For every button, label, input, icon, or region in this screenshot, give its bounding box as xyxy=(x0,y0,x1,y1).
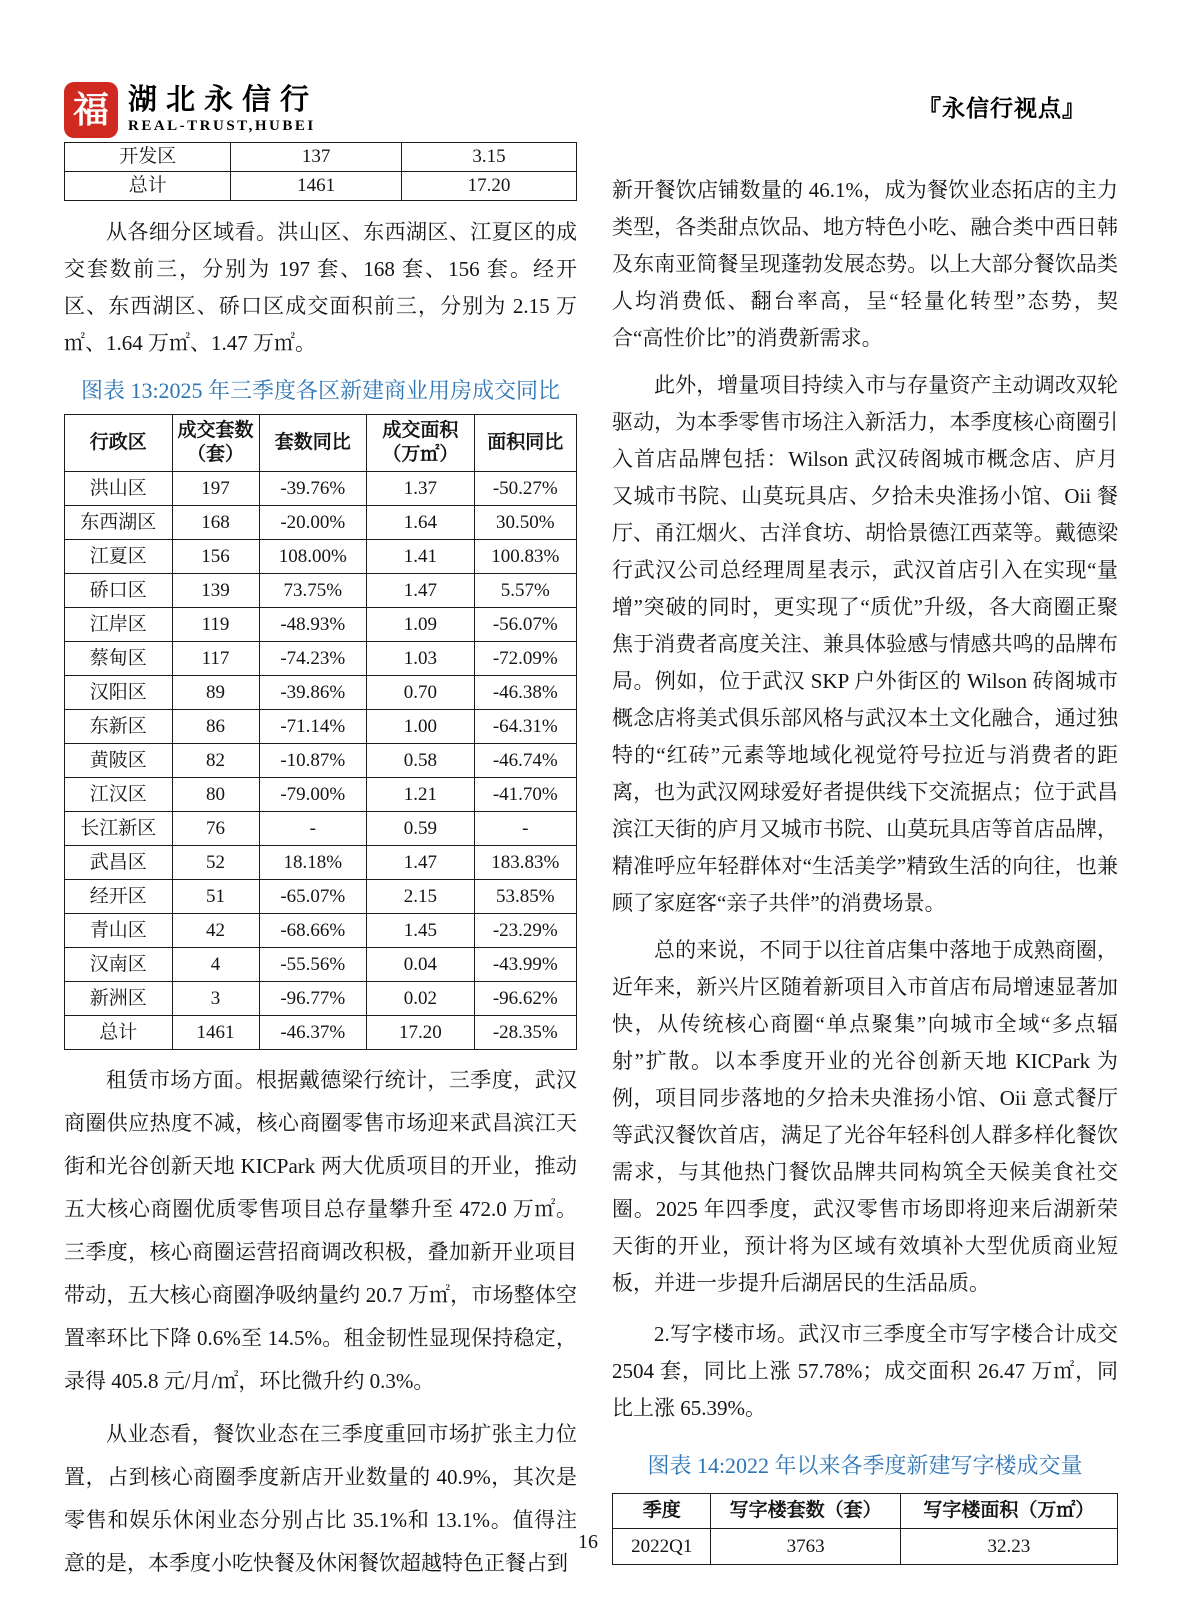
table-cell: 1.00 xyxy=(367,710,475,744)
table-cell: 1.47 xyxy=(367,574,475,608)
table-cell: 51 xyxy=(172,880,259,914)
table-cell: -46.38% xyxy=(474,676,576,710)
paragraph-summary-retail: 总的来说，不同于以往首店集中落地于成熟商圈，近年来，新兴片区随着新项目入市首店布局增速显著加快，从传统核心商圈“单点聚集”向城市全域“多点辐射”扩散。以本季度开业的光谷创新天地 KICPark 为例，项目同步落地的夕拾未央淮扬小馆、Oii 意式餐厅等武汉餐饮首店，满足了光谷年轻科创人群多样化餐饮需求，与其他热门餐饮品牌共同构筑全天候美食社交圈。2025 年四季度，武汉零售市场即将迎来后湖新荣天街的开业，预计将为区域有效填补大型优质商业短板，并进一步提升后湖居民的生活品质。 xyxy=(612,938,1118,1295)
table-cell: 5.57% xyxy=(474,574,576,608)
table-cell: 1.37 xyxy=(367,472,475,506)
table-cell: 139 xyxy=(172,574,259,608)
table-cell: 东新区 xyxy=(65,710,173,744)
table-row xyxy=(65,880,577,914)
table-cell: - xyxy=(474,812,576,846)
table-row xyxy=(65,642,577,676)
figure14-table xyxy=(612,1493,1118,1565)
table-cell: 1.41 xyxy=(367,540,475,574)
paragraph-first-stores: 此外，增量项目持续入市与存量资产主动调改双轮驱动，为本季零售市场注入新活力，本季度核心商圈引入首店品牌包括：Wilson 武汉砖阁城市概念店、庐月又城市书院、山莫玩具店、夕拾未央淮扬小馆、Oii 餐厅、甬江烟火、古洋食坊、胡恰景德江西菜等。戴德梁行武汉公司总经理周星表示，武汉首店引入在实现“量增”突破的同时，更实现了“质优”升级，各大商圈正聚焦于消费者高度关注、兼具体验感与情感共鸣的品牌布局。例如，位于武汉 SKP 户外街区的 Wilson 砖阁城市概念店将美式俱乐部风格与武汉本土文化融合，通过独特的“红砖”元素等地域化视觉符号拉近与消费者的距离，也为武汉网球爱好者提供线下交流据点；位于武昌滨江天街的庐月又城市书院、山莫玩具店等首店品牌，精准呼应年轻群体对“生活美学”精致生活的向往，也兼顾了家庭客“亲子共伴”的消费场景。 xyxy=(612,373,1118,915)
table-cell: 长江新区 xyxy=(65,812,173,846)
table-cell: 89 xyxy=(172,676,259,710)
table-header-cell: 成交套数（套） xyxy=(172,415,259,472)
table-header-cell: 成交面积（万㎡） xyxy=(367,415,475,472)
table-cell: 1.64 xyxy=(367,506,475,540)
table-header-cell: 季度 xyxy=(613,1494,711,1529)
table-cell: 汉阳区 xyxy=(65,676,173,710)
table-cell: -39.76% xyxy=(259,472,367,506)
table-cell: -41.70% xyxy=(474,778,576,812)
table-cell: 黄陂区 xyxy=(65,744,173,778)
table-cell: 17.20 xyxy=(401,172,576,201)
table-header-cell: 面积同比 xyxy=(474,415,576,472)
company-seal-icon: 福 xyxy=(64,82,118,138)
table-cell: 82 xyxy=(172,744,259,778)
table-cell: 100.83% xyxy=(474,540,576,574)
table-cell: -50.27% xyxy=(474,472,576,506)
table-header-row xyxy=(65,415,577,472)
table-row xyxy=(65,846,577,880)
paragraph-business-format: 从业态看，餐饮业态在三季度重回市场扩张主力位置，占到核心商圈季度新店开业数量的 40.9%，其次是零售和娱乐休闲业态分别占比 35.1%和 13.1%。值得注意的是，本季度小吃快餐及休闲餐饮超越特色正餐占到 xyxy=(64,1422,577,1575)
table-cell: 江夏区 xyxy=(65,540,173,574)
table-cell: 1.45 xyxy=(367,914,475,948)
table-cell: 3.15 xyxy=(401,143,576,172)
table-row xyxy=(65,710,577,744)
logo-text xyxy=(128,85,318,135)
table-cell: -65.07% xyxy=(259,880,367,914)
table-row xyxy=(65,608,577,642)
table-header-row xyxy=(613,1494,1118,1529)
table-cell: -72.09% xyxy=(474,642,576,676)
table-row xyxy=(65,778,577,812)
figure14-title: 图表 14:2022 年以来各季度新建写字楼成交量 xyxy=(647,1453,1083,1478)
table-cell: 53.85% xyxy=(474,880,576,914)
paragraph-district-summary: 从各细分区域看。洪山区、东西湖区、江夏区的成交套数前三，分别为 197 套、168 套、156 套。经开区、东西湖区、硚口区成交面积前三，分别为 2.15 万㎡、1.64 万㎡、1.47 万㎡。 xyxy=(64,220,577,355)
table-cell: 80 xyxy=(172,778,259,812)
table-cell: 3763 xyxy=(711,1529,900,1565)
figure13-table xyxy=(64,414,577,1050)
table-cell: 108.00% xyxy=(259,540,367,574)
table-cell: 52 xyxy=(172,846,259,880)
table-row xyxy=(65,948,577,982)
table-cell: 1.09 xyxy=(367,608,475,642)
table-row xyxy=(65,143,577,172)
table-cell: 1461 xyxy=(231,172,401,201)
table-cell: 197 xyxy=(172,472,259,506)
table-cell: 汉南区 xyxy=(65,948,173,982)
table-cell: 73.75% xyxy=(259,574,367,608)
table-row xyxy=(65,914,577,948)
table-cell: 江岸区 xyxy=(65,608,173,642)
table-cell: 经开区 xyxy=(65,880,173,914)
table-header-cell: 写字楼套数（套） xyxy=(711,1494,900,1529)
table-cell: 武昌区 xyxy=(65,846,173,880)
table-cell: -46.37% xyxy=(259,1016,367,1050)
table-cell: 183.83% xyxy=(474,846,576,880)
table-cell: -56.07% xyxy=(474,608,576,642)
table-cell: -64.31% xyxy=(474,710,576,744)
table-cell: 1.21 xyxy=(367,778,475,812)
table-row xyxy=(65,1016,577,1050)
table-cell: -74.23% xyxy=(259,642,367,676)
table-cell: 1.03 xyxy=(367,642,475,676)
table-cell: 42 xyxy=(172,914,259,948)
table-row xyxy=(65,506,577,540)
table-cell: 4 xyxy=(172,948,259,982)
paragraph-rental-market: 租赁市场方面。根据戴德梁行统计，三季度，武汉商圈供应热度不减，核心商圈零售市场迎来武昌滨江天街和光谷创新天地 KICPark 两大优质项目的开业，推动五大核心商圈优质零售项目总存量攀升至 472.0 万㎡。三季度，核心商圈运营招商调改积极，叠加新开业项目带动，五大核心商圈净吸纳量约 20.7 万㎡，市场整体空置率环比下降 0.6%至 14.5%。租金韧性显现保持稳定，录得 405.8 元/月/㎡，环比微升约 0.3%。 xyxy=(64,1068,577,1393)
table-cell: 3 xyxy=(172,982,259,1016)
table-cell: 168 xyxy=(172,506,259,540)
table-cell: -10.87% xyxy=(259,744,367,778)
table-row xyxy=(65,812,577,846)
table-cell: 30.50% xyxy=(474,506,576,540)
table-cell: 2022Q1 xyxy=(613,1529,711,1565)
table-row xyxy=(65,744,577,778)
table-cell: -46.74% xyxy=(474,744,576,778)
table-cell: 32.23 xyxy=(900,1529,1117,1565)
table-cell: 18.18% xyxy=(259,846,367,880)
paragraph-catering-share: 新开餐饮店铺数量的 46.1%，成为餐饮业态拓店的主力类型，各类甜点饮品、地方特色小吃、融合类中西日韩及东南亚简餐呈现蓬勃发展态势。以上大部分餐饮品类人均消费低、翻台率高，呈“轻量化转型”态势，契合“高性价比”的消费新需求。 xyxy=(612,178,1118,350)
logo-name-en: REAL-TRUST,HUBEI xyxy=(128,117,316,134)
table-row xyxy=(65,540,577,574)
table-cell: -39.86% xyxy=(259,676,367,710)
logo-name-cn: 湖北永信行 xyxy=(128,84,319,117)
table-cell: -23.29% xyxy=(474,914,576,948)
table-cell: 86 xyxy=(172,710,259,744)
table-cell: 0.70 xyxy=(367,676,475,710)
table-cell: 洪山区 xyxy=(65,472,173,506)
table-cell: 137 xyxy=(231,143,401,172)
table-cell: -20.00% xyxy=(259,506,367,540)
table-cell: 蔡甸区 xyxy=(65,642,173,676)
table-cell: 新洲区 xyxy=(65,982,173,1016)
table-header-cell: 写字楼面积（万㎡） xyxy=(900,1494,1117,1529)
table-cell: 2.15 xyxy=(367,880,475,914)
carryover-table xyxy=(64,142,577,201)
table-cell: 开发区 xyxy=(65,143,231,172)
table-cell: 0.59 xyxy=(367,812,475,846)
table-row xyxy=(65,574,577,608)
paragraph-office-market: 2.写字楼市场。武汉市三季度全市写字楼合计成交 2504 套，同比上涨 57.78%；成交面积 26.47 万㎡，同比上涨 65.39%。 xyxy=(612,1322,1118,1420)
table-row xyxy=(65,982,577,1016)
table-cell: -43.99% xyxy=(474,948,576,982)
page-number: 16 xyxy=(578,1531,598,1553)
table-row xyxy=(65,472,577,506)
table-cell: -71.14% xyxy=(259,710,367,744)
table-cell: 76 xyxy=(172,812,259,846)
table-cell: -48.93% xyxy=(259,608,367,642)
table-cell: 117 xyxy=(172,642,259,676)
table-cell: 1461 xyxy=(172,1016,259,1050)
table-cell: 17.20 xyxy=(367,1016,475,1050)
table-header-cell: 套数同比 xyxy=(259,415,367,472)
right-column xyxy=(612,140,1118,1565)
table-cell: 0.58 xyxy=(367,744,475,778)
table-cell: 0.02 xyxy=(367,982,475,1016)
table-cell: -79.00% xyxy=(259,778,367,812)
table-cell: 119 xyxy=(172,608,259,642)
table-cell: - xyxy=(259,812,367,846)
company-logo xyxy=(64,82,318,138)
figure13-title: 图表 13:2025 年三季度各区新建商业用房成交同比 xyxy=(80,378,561,403)
table-cell: -28.35% xyxy=(474,1016,576,1050)
table-cell: 1.47 xyxy=(367,846,475,880)
left-column xyxy=(64,142,577,1585)
table-cell: 东西湖区 xyxy=(65,506,173,540)
page-header-title: 『永信行视点』 xyxy=(918,95,1086,121)
table-cell: 青山区 xyxy=(65,914,173,948)
table-header-cell: 行政区 xyxy=(65,415,173,472)
table-cell: 总计 xyxy=(65,1016,173,1050)
table-cell: 总计 xyxy=(65,172,231,201)
table-cell: -55.56% xyxy=(259,948,367,982)
table-cell: 硚口区 xyxy=(65,574,173,608)
table-cell: -96.62% xyxy=(474,982,576,1016)
table-cell: -96.77% xyxy=(259,982,367,1016)
table-cell: 0.04 xyxy=(367,948,475,982)
table-row xyxy=(65,172,577,201)
table-cell: -68.66% xyxy=(259,914,367,948)
table-cell: 江汉区 xyxy=(65,778,173,812)
table-row xyxy=(65,676,577,710)
table-cell: 156 xyxy=(172,540,259,574)
